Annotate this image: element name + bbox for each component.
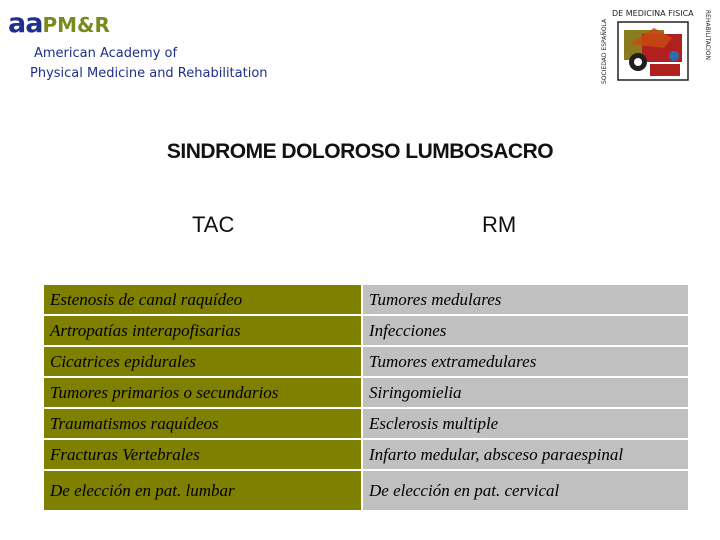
tac-cell: Tumores primarios o secundarios [43, 377, 362, 408]
tac-cell: Artropatías interapofisarias [43, 315, 362, 346]
org-name-line-1: American Academy of [34, 46, 178, 61]
rm-cell: Esclerosis multiple [362, 408, 689, 439]
column-header-tac: TAC [192, 212, 235, 237]
tac-cell: Cicatrices epidurales [43, 346, 362, 377]
seal-text-top: DE MEDICINA FISICA [612, 9, 694, 18]
rm-cell: Infecciones [362, 315, 689, 346]
comparison-table [42, 283, 690, 512]
rm-cell: Tumores medulares [362, 284, 689, 315]
society-seal-logo [594, 4, 718, 88]
logo-pmr-text: PM&R [42, 13, 110, 37]
table-row [43, 470, 689, 511]
rm-cell: Siringomielia [362, 377, 689, 408]
table-row [43, 439, 689, 470]
column-header-rm: RM [482, 212, 517, 237]
org-name-line-2: Physical Medicine and Rehabilitation [30, 66, 268, 81]
tac-cell: Traumatismos raquídeos [43, 408, 362, 439]
aapmr-logo [8, 8, 110, 39]
tac-cell: Estenosis de canal raquídeo [43, 284, 362, 315]
rm-cell: Infarto medular, absceso paraespinal [362, 439, 689, 470]
seal-text-right: REHABILITACION [704, 10, 711, 60]
table-row [43, 377, 689, 408]
rm-cell: Tumores extramedulares [362, 346, 689, 377]
logo-aa-text: aa [8, 8, 43, 39]
table-row [43, 315, 689, 346]
table-row [43, 408, 689, 439]
tac-cell: De elección en pat. lumbar [43, 470, 362, 511]
seal-text-left: SOCIEDAD ESPAÑOLA [601, 18, 608, 84]
table-row [43, 346, 689, 377]
rm-cell: De elección en pat. cervical [362, 470, 689, 511]
page-title: SINDROME DOLOROSO LUMBOSACRO [166, 140, 554, 163]
table-row [43, 284, 689, 315]
tac-cell: Fracturas Vertebrales [43, 439, 362, 470]
